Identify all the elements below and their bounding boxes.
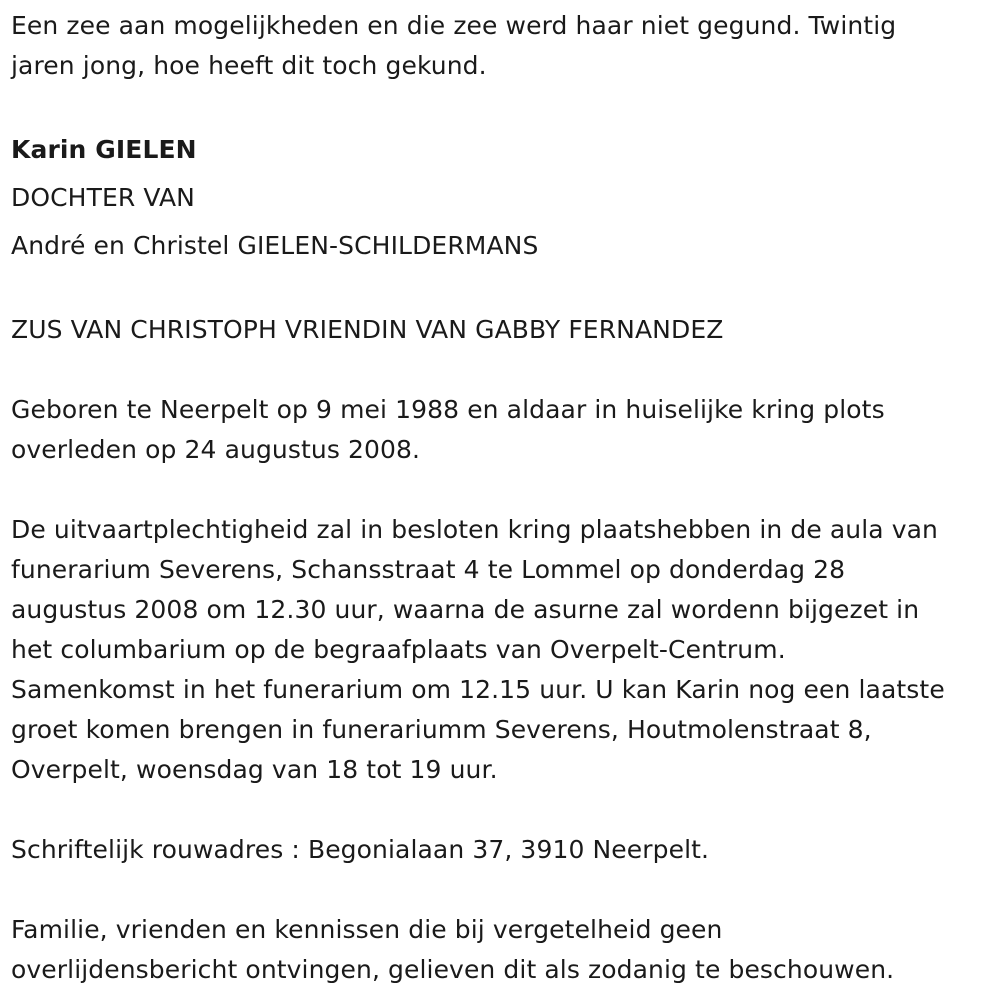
ceremony-line: augustus 2008 om 12.30 uur, waarna de asurne zal wordenn bijgezet in bbox=[11, 595, 920, 624]
ceremony-line: funerarium Severens, Schansstraat 4 te Lommel op donderdag 28 bbox=[11, 555, 846, 584]
closing-paragraph bbox=[11, 910, 996, 990]
ceremony-line: Samenkomst in het funerarium om 12.15 uur. U kan Karin nog een laatste bbox=[11, 675, 945, 704]
birth-death-line: Geboren te Neerpelt op 9 mei 1988 en aldaar in huiselijke kring plots bbox=[11, 395, 885, 424]
birth-death-paragraph bbox=[11, 390, 996, 470]
spacer bbox=[11, 870, 996, 910]
spacer bbox=[11, 350, 996, 390]
closing-line: overlijdensbericht ontvingen, gelieven dit als zodanig te beschouwen. bbox=[11, 955, 895, 984]
relation-label: DOCHTER VAN bbox=[11, 183, 195, 212]
ceremony-line: groet komen brengen in funerariumm Severens, Houtmolenstraat 8, bbox=[11, 715, 872, 744]
obituary-document bbox=[11, 6, 996, 990]
ceremony-line: De uitvaartplechtigheid zal in besloten kring plaatshebben in de aula van bbox=[11, 515, 938, 544]
ceremony-line: het columbarium op de begraafplaats van Overpelt-Centrum. bbox=[11, 635, 786, 664]
intro-paragraph bbox=[11, 6, 996, 86]
spacer bbox=[11, 86, 996, 126]
person-block bbox=[11, 126, 996, 270]
deceased-name: Karin GIELEN bbox=[11, 135, 197, 164]
ceremony-paragraph bbox=[11, 510, 996, 790]
intro-line: jaren jong, hoe heeft dit toch gekund. bbox=[11, 51, 487, 80]
parents-names: André en Christel GIELEN-SCHILDERMANS bbox=[11, 231, 539, 260]
spacer bbox=[11, 270, 996, 310]
family-relations: ZUS VAN CHRISTOPH VRIENDIN VAN GABBY FERNANDEZ bbox=[11, 315, 724, 344]
intro-line: Een zee aan mogelijkheden en die zee werd haar niet gegund. Twintig bbox=[11, 11, 897, 40]
birth-death-line: overleden op 24 augustus 2008. bbox=[11, 435, 421, 464]
spacer bbox=[11, 790, 996, 830]
spacer bbox=[11, 470, 996, 510]
closing-line: Familie, vrienden en kennissen die bij vergetelheid geen bbox=[11, 915, 723, 944]
mourning-address: Schriftelijk rouwadres : Begonialaan 37, 3910 Neerpelt. bbox=[11, 835, 710, 864]
ceremony-line: Overpelt, woensdag van 18 tot 19 uur. bbox=[11, 755, 498, 784]
